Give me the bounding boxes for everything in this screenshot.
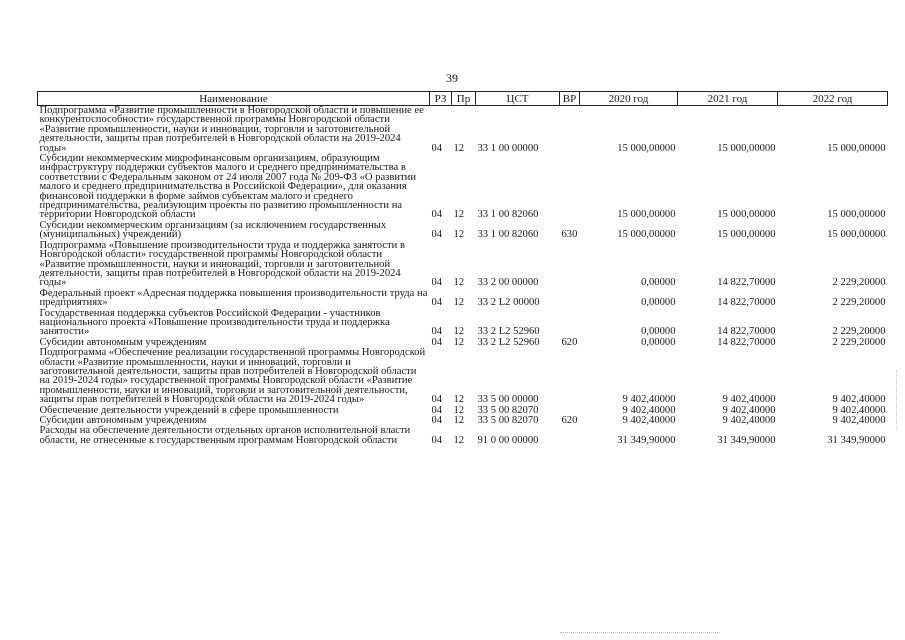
- row-rz: 04: [431, 415, 443, 426]
- row-2022: 15 000,00000: [827, 142, 886, 154]
- row-name: Субсидии некоммерческим микрофинансовым организациям, образующим инфраструктуру поддержки субъектов малого и среднего предпринимательства в соответствии с Федеральным законом от 24 июля 2007 года № 209-ФЗ «О развитии малого и среднего предпринимательства в Российской Федерации», для оказания финансовой поддержки в форме займов субъектам малого и среднего предпринимательства, реализующим проекты по развитию промышленности на территории Новгородской области: [39, 153, 417, 221]
- row-cst: 33 5 00 82070: [477, 415, 539, 426]
- row-2020: 9 402,40000: [622, 404, 676, 416]
- row-vr: [560, 426, 580, 446]
- row-2021: 9 402,40000: [722, 415, 776, 426]
- row-name: Государственная поддержка субъектов Российской Федерации - участников национального проекта «Повышение производительности труда и поддержка занятости»: [39, 307, 390, 338]
- header-2021: 2021 год: [678, 92, 778, 106]
- scan-artifact-bottom: [560, 632, 720, 634]
- row-cst: 33 1 00 82060: [477, 229, 539, 241]
- row-cst: 91 0 00 00000: [477, 434, 539, 446]
- row-cst: 33 1 00 00000: [477, 142, 539, 154]
- row-2022: 31 349,90000: [827, 434, 886, 446]
- header-cst: ЦСТ: [476, 92, 560, 106]
- row-2020: 15 000,00000: [617, 142, 676, 154]
- row-2021: 9 402,40000: [722, 394, 776, 406]
- row-vr: [560, 154, 580, 221]
- row-pr: 12: [453, 277, 465, 289]
- row-2020: 9 402,40000: [622, 394, 676, 406]
- row-2020: 15 000,00000: [617, 229, 676, 241]
- row-cst: 33 5 00 82070: [477, 404, 539, 416]
- row-rz: 04: [431, 209, 443, 221]
- table-row: [38, 426, 888, 446]
- row-vr: [560, 289, 580, 309]
- row-2021: 14 822,70000: [717, 297, 776, 309]
- row-name: Расходы на обеспечение деятельности отдельных органов исполнительной власти области, не отнесенные к государственным программам Новгородской области: [39, 425, 411, 446]
- header-vr: ВР: [560, 92, 580, 106]
- row-2020: 0,00000: [641, 336, 676, 348]
- row-2021: 9 402,40000: [722, 404, 776, 416]
- row-vr: 620: [561, 415, 578, 426]
- row-2021: 15 000,00000: [717, 142, 776, 154]
- table-row: [38, 309, 888, 338]
- row-2021: 14 822,70000: [717, 326, 776, 338]
- scan-artifact-edge: [896, 370, 899, 430]
- row-2020: 9 402,40000: [622, 415, 676, 426]
- row-pr: 12: [453, 336, 465, 348]
- header-2020: 2020 год: [580, 92, 678, 106]
- row-vr: 630: [561, 229, 578, 241]
- row-pr: 12: [453, 404, 465, 416]
- row-name: Подпрограмма «Повышение производительности труда и поддержка занятости в Новгородской области» государственной программы Новгородской области «Развитие промышленности, науки и инноваций, торговли и заготовительной деятельности, защиты прав потребителей в Новгородской области на 2019-2024 годы»: [39, 239, 405, 289]
- row-cst: 33 2 L2 52960: [477, 326, 540, 338]
- header-name: Наименование: [38, 92, 430, 106]
- row-2022: 2 229,20000: [832, 326, 886, 338]
- header-row: [38, 92, 888, 106]
- row-cst: 33 5 00 00000: [477, 394, 539, 406]
- row-2021: 15 000,00000: [717, 229, 776, 241]
- header-rz: РЗ: [430, 92, 452, 106]
- row-2020: 0,00000: [641, 326, 676, 338]
- row-2022: 9 402,40000: [832, 404, 886, 416]
- row-2022: 2 229,20000: [832, 277, 886, 289]
- header-2022: 2022 год: [778, 92, 888, 106]
- row-2022: 2 229,20000: [832, 336, 886, 348]
- row-pr: 12: [453, 229, 465, 241]
- row-rz: 04: [431, 229, 443, 241]
- row-2021: 15 000,00000: [717, 209, 776, 221]
- row-2021: 14 822,70000: [717, 336, 776, 348]
- row-vr: [560, 241, 580, 289]
- row-vr: [560, 106, 580, 155]
- row-rz: 04: [431, 404, 443, 416]
- row-rz: 04: [431, 394, 443, 406]
- row-2020: 0,00000: [641, 277, 676, 289]
- row-2020: 15 000,00000: [617, 209, 676, 221]
- row-cst: 33 2 L2 52960: [477, 336, 540, 348]
- row-name: Федеральный проект «Адресная поддержка повышения производительности труда на предприятиях»: [39, 287, 428, 309]
- row-pr: 12: [453, 209, 465, 221]
- row-rz: 04: [431, 326, 443, 338]
- table-row: [38, 154, 888, 221]
- page-number: 39: [446, 71, 458, 85]
- table-row: [38, 241, 888, 289]
- row-2022: 2 229,20000: [832, 297, 886, 309]
- row-name: Субсидии автономным учреждениям: [39, 336, 207, 348]
- row-cst: 33 1 00 82060: [477, 209, 539, 221]
- table-row: [38, 348, 888, 405]
- row-name: Подпрограмма «Развитие промышленности в Новгородской области и повышение ее конкурентоспособности» государственной программы Новгородской области «Развитие промышленности, науки и инновации, торговли и заготовительной деятельности, защиты прав потребителей в Новгородской области на 2019-2024 годы»: [39, 105, 424, 154]
- row-pr: 12: [453, 326, 465, 338]
- row-rz: 04: [431, 142, 443, 154]
- row-rz: 04: [431, 434, 443, 446]
- row-vr: [560, 309, 580, 338]
- row-pr: 12: [453, 434, 465, 446]
- row-vr: [560, 348, 580, 405]
- row-pr: 12: [453, 142, 465, 154]
- table-row: [38, 289, 888, 309]
- row-rz: 04: [431, 297, 443, 309]
- row-2020: 31 349,90000: [617, 434, 676, 446]
- row-name: Субсидии автономным учреждениям: [39, 415, 207, 426]
- row-2022: 9 402,40000: [832, 415, 886, 426]
- row-2021: 31 349,90000: [717, 434, 776, 446]
- row-cst: 33 2 L2 00000: [477, 297, 540, 309]
- row-vr: 620: [561, 336, 578, 348]
- table-row: [38, 106, 888, 155]
- row-pr: 12: [453, 394, 465, 406]
- row-cst: 33 2 00 00000: [477, 277, 539, 289]
- row-2022: 9 402,40000: [832, 394, 886, 406]
- row-rz: 04: [431, 277, 443, 289]
- budget-table: [37, 91, 888, 446]
- row-name: Обеспечение деятельности учреждений в сфере промышленности: [39, 404, 339, 416]
- row-2020: 0,00000: [641, 297, 676, 309]
- row-2022: 15 000,00000: [827, 229, 886, 241]
- header-pr: Пр: [452, 92, 476, 106]
- row-pr: 12: [453, 415, 465, 426]
- row-rz: 04: [431, 336, 443, 348]
- row-2022: 15 000,00000: [827, 209, 886, 221]
- table-row: [38, 221, 888, 241]
- row-name: Субсидии некоммерческим организациям (за исключением государственных (муниципальных) учреждений): [39, 219, 387, 241]
- row-pr: 12: [453, 297, 465, 309]
- row-2021: 14 822,70000: [717, 277, 776, 289]
- row-name: Подпрограмма «Обеспечение реализации государственной программы Новгородской области «Развитие промышленности, науки и инноваций, торговли и заготовительной деятельности, защиты прав потребителей в Новгородской области на 2019-2024 годы» государственной программы Новгородской области «Развитие промышленности, науки и инноваций, торговли и заготовительной деятельности, защиты прав потребителей в Новгородской области на 2019-2024 годы»: [39, 347, 426, 406]
